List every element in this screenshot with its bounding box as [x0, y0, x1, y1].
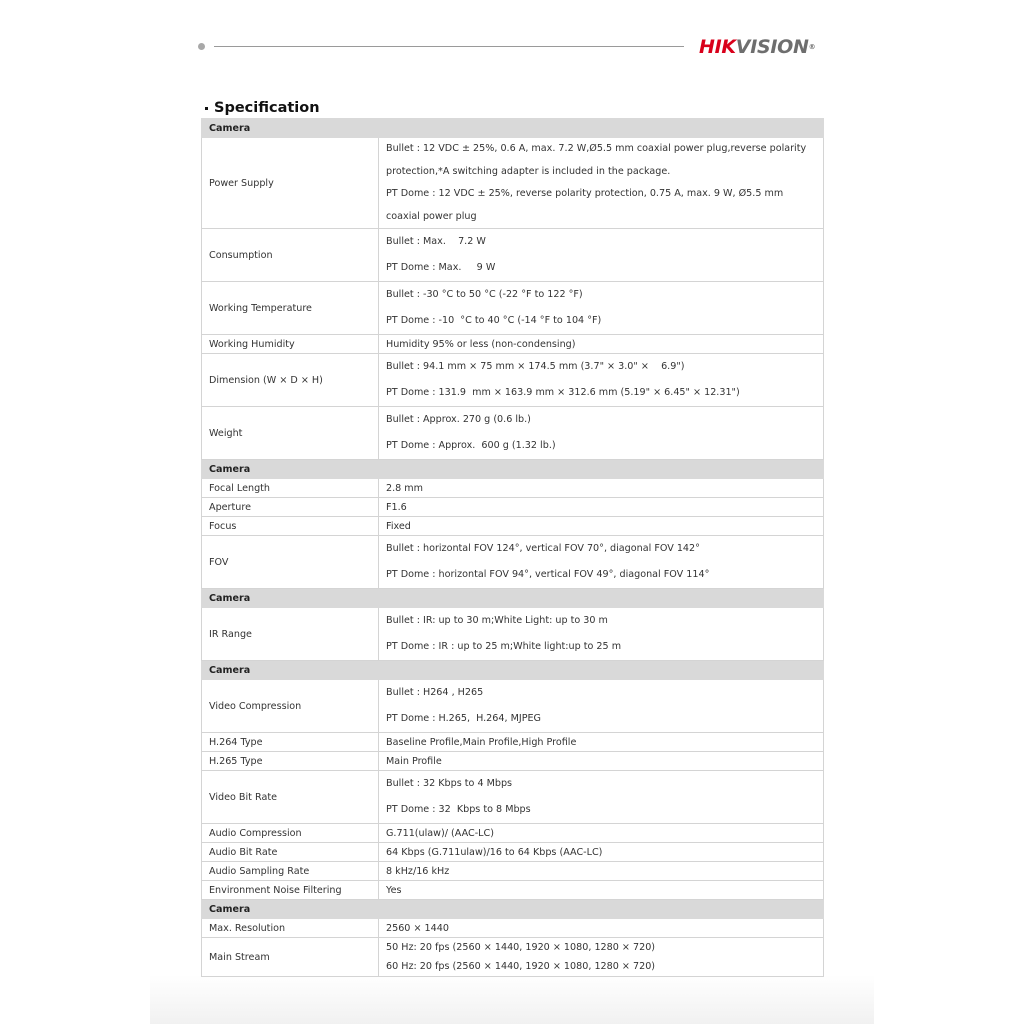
- header-rule: [214, 46, 684, 47]
- spec-value: [379, 517, 824, 536]
- registered-mark: ®: [808, 43, 816, 51]
- spec-row: [202, 919, 824, 938]
- spec-row: [202, 229, 824, 282]
- group-title: Camera: [202, 589, 824, 608]
- section-title: [205, 98, 320, 118]
- spec-value-line: F1.6: [386, 501, 407, 513]
- spec-row: [202, 752, 824, 771]
- spec-label: Max. Resolution: [202, 919, 379, 938]
- spec-row: [202, 771, 824, 824]
- bullet-icon: [205, 107, 208, 110]
- spec-value: [379, 919, 824, 938]
- spec-label: Focal Length: [202, 479, 379, 498]
- spec-value: [379, 536, 824, 589]
- spec-label: Working Humidity: [202, 335, 379, 354]
- spec-label: Audio Sampling Rate: [202, 862, 379, 881]
- group-header: [202, 119, 824, 138]
- spec-label: Dimension (W × D × H): [202, 354, 379, 407]
- spec-value: [379, 229, 824, 282]
- spec-value-line: 2.8 mm: [386, 482, 423, 494]
- spec-value: [379, 680, 824, 733]
- spec-value-line: Bullet : H264 , H265: [386, 687, 484, 698]
- spec-value-line: 8 kHz/16 kHz: [386, 865, 450, 877]
- spec-row: [202, 407, 824, 460]
- brand-logo: [699, 35, 815, 59]
- group-header: [202, 589, 824, 608]
- spec-value: [379, 498, 824, 517]
- spec-value: [379, 862, 824, 881]
- spec-value-line: PT Dome : Approx. 600 g (1.32 lb.): [386, 440, 556, 451]
- spec-value-line: G.711(ulaw)/ (AAC-LC): [386, 827, 494, 839]
- spec-row: [202, 517, 824, 536]
- spec-value: [379, 843, 824, 862]
- spec-value: [379, 824, 824, 843]
- spec-row: [202, 354, 824, 407]
- spec-value: [379, 771, 824, 824]
- spec-value-line: PT Dome : Max. 9 W: [386, 262, 496, 273]
- spec-label: FOV: [202, 536, 379, 589]
- spec-row: [202, 536, 824, 589]
- spec-value-line: PT Dome : horizontal FOV 94°, vertical FOV 49°, diagonal FOV 114°: [386, 569, 710, 580]
- spec-value-line: Bullet : Approx. 270 g (0.6 lb.): [386, 414, 531, 425]
- spec-row: [202, 733, 824, 752]
- spec-value-line: Yes: [386, 884, 402, 896]
- spec-row: [202, 282, 824, 335]
- spec-row: [202, 881, 824, 900]
- spec-value-line: Bullet : -30 °C to 50 °C (-22 °F to 122 °F): [386, 289, 583, 300]
- spec-value-line: Bullet : 12 VDC ± 25%, 0.6 A, max. 7.2 W,Ø5.5 mm coaxial power plug,reverse polarity: [386, 143, 807, 154]
- spec-row: [202, 498, 824, 517]
- spec-row: [202, 608, 824, 661]
- spec-value: [379, 354, 824, 407]
- spec-value-line: PT Dome : H.265, H.264, MJPEG: [386, 713, 541, 724]
- spec-label: IR Range: [202, 608, 379, 661]
- spec-value-line: PT Dome : IR : up to 25 m;White light:up to 25 m: [386, 641, 622, 652]
- spec-row: [202, 335, 824, 354]
- spec-value-line: Bullet : 94.1 mm × 75 mm × 174.5 mm (3.7" × 3.0" × 6.9"): [386, 361, 685, 372]
- spec-value: [379, 479, 824, 498]
- spec-value-line: Bullet : 32 Kbps to 4 Mbps: [386, 778, 513, 789]
- spec-value: [379, 752, 824, 771]
- spec-label: Focus: [202, 517, 379, 536]
- spec-row: [202, 824, 824, 843]
- spec-label: Aperture: [202, 498, 379, 517]
- spec-label: H.265 Type: [202, 752, 379, 771]
- spec-label: Working Temperature: [202, 282, 379, 335]
- spec-row: [202, 843, 824, 862]
- brand-logo-red: HIK: [699, 36, 736, 58]
- specification-table: [201, 118, 824, 977]
- spec-value-line: Main Profile: [386, 755, 442, 767]
- spec-label: Power Supply: [202, 138, 379, 229]
- spec-label: Video Bit Rate: [202, 771, 379, 824]
- section-title-text: Specification: [214, 100, 320, 116]
- spec-value: [379, 881, 824, 900]
- spec-row: [202, 479, 824, 498]
- spec-label: H.264 Type: [202, 733, 379, 752]
- spec-label: Video Compression: [202, 680, 379, 733]
- spec-value-line: PT Dome : 32 Kbps to 8 Mbps: [386, 804, 531, 815]
- spec-value-line: Baseline Profile,Main Profile,High Profile: [386, 736, 577, 748]
- spec-label: Consumption: [202, 229, 379, 282]
- spec-value: [379, 138, 824, 229]
- spec-label: Audio Compression: [202, 824, 379, 843]
- group-header: [202, 900, 824, 919]
- spec-label: Audio Bit Rate: [202, 843, 379, 862]
- spec-value-line: Bullet : Max. 7.2 W: [386, 236, 486, 247]
- group-title: Camera: [202, 900, 824, 919]
- spec-value-line: 60 Hz: 20 fps (2560 × 1440, 1920 × 1080, 1280 × 720): [386, 961, 656, 972]
- group-title: Camera: [202, 119, 824, 138]
- spec-value: [379, 733, 824, 752]
- spec-row: [202, 862, 824, 881]
- header-dot-icon: [198, 43, 205, 50]
- brand-logo-gray: VISION: [735, 36, 809, 58]
- group-header: [202, 460, 824, 479]
- spec-value-line: 64 Kbps (G.711ulaw)/16 to 64 Kbps (AAC-LC): [386, 846, 603, 858]
- spec-value-line: PT Dome : 131.9 mm × 163.9 mm × 312.6 mm (5.19" × 6.45" × 12.31"): [386, 387, 740, 398]
- group-title: Camera: [202, 661, 824, 680]
- group-title: Camera: [202, 460, 824, 479]
- spec-value-line: Bullet : horizontal FOV 124°, vertical FOV 70°, diagonal FOV 142°: [386, 543, 700, 554]
- spec-value-line: PT Dome : -10 °C to 40 °C (-14 °F to 104 °F): [386, 315, 602, 326]
- spec-value: [379, 608, 824, 661]
- spec-label: Environment Noise Filtering: [202, 881, 379, 900]
- spec-value: [379, 938, 824, 977]
- spec-value-line: 50 Hz: 20 fps (2560 × 1440, 1920 × 1080, 1280 × 720): [386, 942, 656, 953]
- spec-value-line: coaxial power plug: [386, 210, 477, 222]
- spec-value-line: 2560 × 1440: [386, 922, 449, 934]
- spec-label: Main Stream: [202, 938, 379, 977]
- spec-value-line: Fixed: [386, 520, 411, 532]
- spec-value: [379, 282, 824, 335]
- spec-value-line: Bullet : IR: up to 30 m;White Light: up to 30 m: [386, 615, 608, 626]
- page-footer-shade: [150, 975, 874, 1024]
- spec-value: [379, 335, 824, 354]
- spec-value: [379, 407, 824, 460]
- spec-row: [202, 938, 824, 977]
- spec-row: [202, 138, 824, 229]
- spec-value-line: protection,*A switching adapter is included in the package.: [386, 165, 671, 177]
- spec-row: [202, 680, 824, 733]
- group-header: [202, 661, 824, 680]
- spec-label: Weight: [202, 407, 379, 460]
- spec-value-line: Humidity 95% or less (non-condensing): [386, 338, 576, 350]
- spec-value-line: PT Dome : 12 VDC ± 25%, reverse polarity protection, 0.75 A, max. 9 W, Ø5.5 mm: [386, 188, 784, 199]
